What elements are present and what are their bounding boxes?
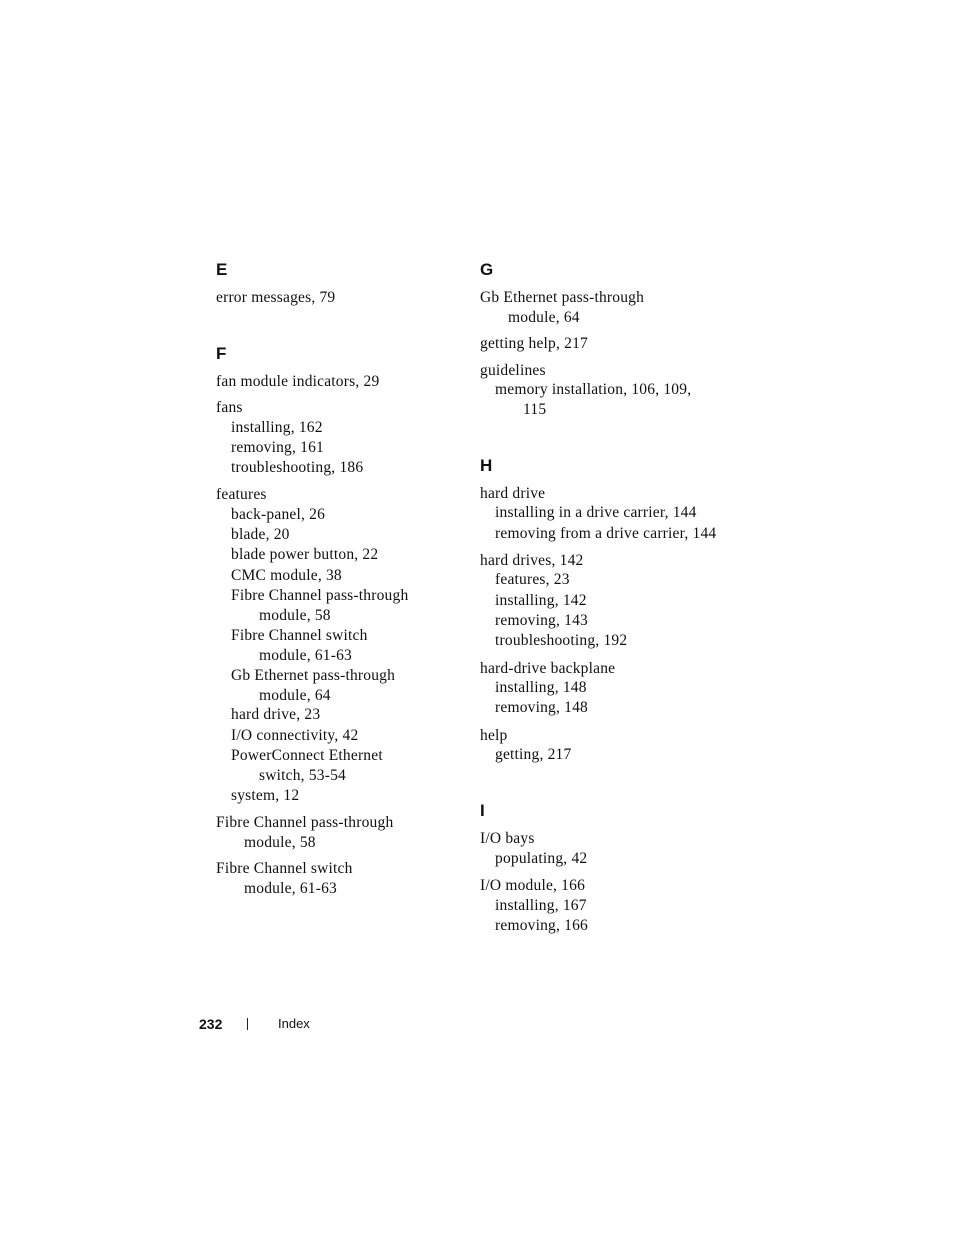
- index-section-e: [216, 260, 476, 308]
- index-entry: [480, 334, 740, 354]
- index-term: features: [216, 486, 267, 504]
- index-subentry: installing, 167: [495, 896, 587, 914]
- index-subentry: module, 64: [259, 686, 331, 704]
- section-letter-heading: I: [480, 801, 485, 821]
- footer-separator: [247, 1018, 248, 1030]
- index-term: module, 64: [508, 308, 580, 326]
- index-entry: [480, 726, 740, 766]
- index-subentry: hard drive, 23: [231, 706, 321, 724]
- index-subentry: 115: [523, 401, 547, 419]
- index-term: hard drive: [480, 484, 546, 502]
- index-subentry: removing from a drive carrier, 144: [495, 524, 717, 542]
- index-entry: [480, 551, 740, 652]
- index-term: error messages, 79: [216, 289, 336, 306]
- index-entry: [480, 659, 740, 719]
- index-subentry: installing in a drive carrier, 144: [495, 504, 697, 522]
- index-term: I/O bays: [480, 830, 535, 848]
- index-subentry: getting, 217: [495, 746, 572, 764]
- index-term: module, 58: [244, 833, 316, 851]
- page-number: 232: [199, 1016, 223, 1032]
- index-section-i: [480, 801, 740, 936]
- index-subentry: troubleshooting, 192: [495, 632, 628, 650]
- section-letter-heading: E: [216, 260, 228, 279]
- index-subentry: back-panel, 26: [231, 505, 326, 523]
- index-entry: [216, 813, 476, 852]
- index-section-h: [480, 456, 740, 766]
- index-term: guidelines: [480, 361, 546, 379]
- index-entry: [216, 485, 476, 806]
- index-entry: [216, 398, 476, 478]
- index-subentry: Fibre Channel switch: [231, 626, 368, 644]
- index-subentry: blade power button, 22: [231, 546, 379, 564]
- index-subentry: memory installation, 106, 109,: [495, 381, 692, 398]
- index-subentry: removing, 161: [231, 438, 325, 456]
- footer-label: Index: [278, 1016, 310, 1031]
- section-letter-heading: G: [480, 260, 494, 279]
- index-term: help: [480, 726, 508, 744]
- index-entry: [216, 288, 476, 308]
- index-term: Gb Ethernet pass-through: [480, 289, 645, 306]
- index-term: getting help, 217: [480, 335, 589, 352]
- index-column-left: [216, 260, 476, 934]
- index-term: hard-drive backplane: [480, 659, 616, 677]
- index-subentry: populating, 42: [495, 849, 588, 867]
- index-term: fans: [216, 399, 243, 416]
- section-letter-heading: H: [480, 455, 493, 475]
- index-entry: [480, 288, 740, 327]
- index-subentry: Fibre Channel pass-through: [231, 587, 409, 605]
- index-term: Fibre Channel pass-through: [216, 814, 394, 832]
- index-subentry: switch, 53-54: [259, 767, 346, 785]
- index-section-g: [480, 260, 740, 420]
- index-term: Fibre Channel switch: [216, 860, 353, 878]
- index-subentry: installing, 162: [231, 418, 323, 436]
- index-subentry: installing, 148: [495, 679, 587, 697]
- index-subentry: removing, 143: [495, 611, 589, 629]
- index-subentry: system, 12: [231, 786, 300, 804]
- index-subentry: installing, 142: [495, 591, 587, 609]
- index-term: hard drives, 142: [480, 551, 584, 569]
- index-term: fan module indicators, 29: [216, 372, 380, 390]
- index-subentry: removing, 148: [495, 699, 589, 717]
- index-subentry: I/O connectivity, 42: [231, 726, 359, 744]
- index-entry: [480, 361, 740, 420]
- index-entry: [480, 829, 740, 869]
- index-entry: [216, 372, 476, 392]
- index-subentry: removing, 166: [495, 917, 589, 935]
- index-subentry: features, 23: [495, 571, 570, 589]
- index-section-f: [216, 344, 476, 899]
- index-subentry: blade, 20: [231, 526, 290, 544]
- index-subentry: module, 58: [259, 607, 331, 625]
- index-subentry: CMC module, 38: [231, 566, 342, 584]
- index-subentry: PowerConnect Ethernet: [231, 747, 383, 765]
- index-subentry: Gb Ethernet pass-through: [231, 666, 396, 684]
- index-subentry: module, 61-63: [259, 647, 353, 665]
- index-term: I/O module, 166: [480, 877, 586, 895]
- index-entry: [480, 876, 740, 936]
- index-entry: [216, 859, 476, 898]
- index-subentry: troubleshooting, 186: [231, 459, 364, 477]
- section-letter-heading: F: [216, 343, 227, 363]
- index-entry: [480, 484, 740, 544]
- index-column-right: [480, 260, 740, 972]
- index-term: module, 61-63: [244, 879, 338, 897]
